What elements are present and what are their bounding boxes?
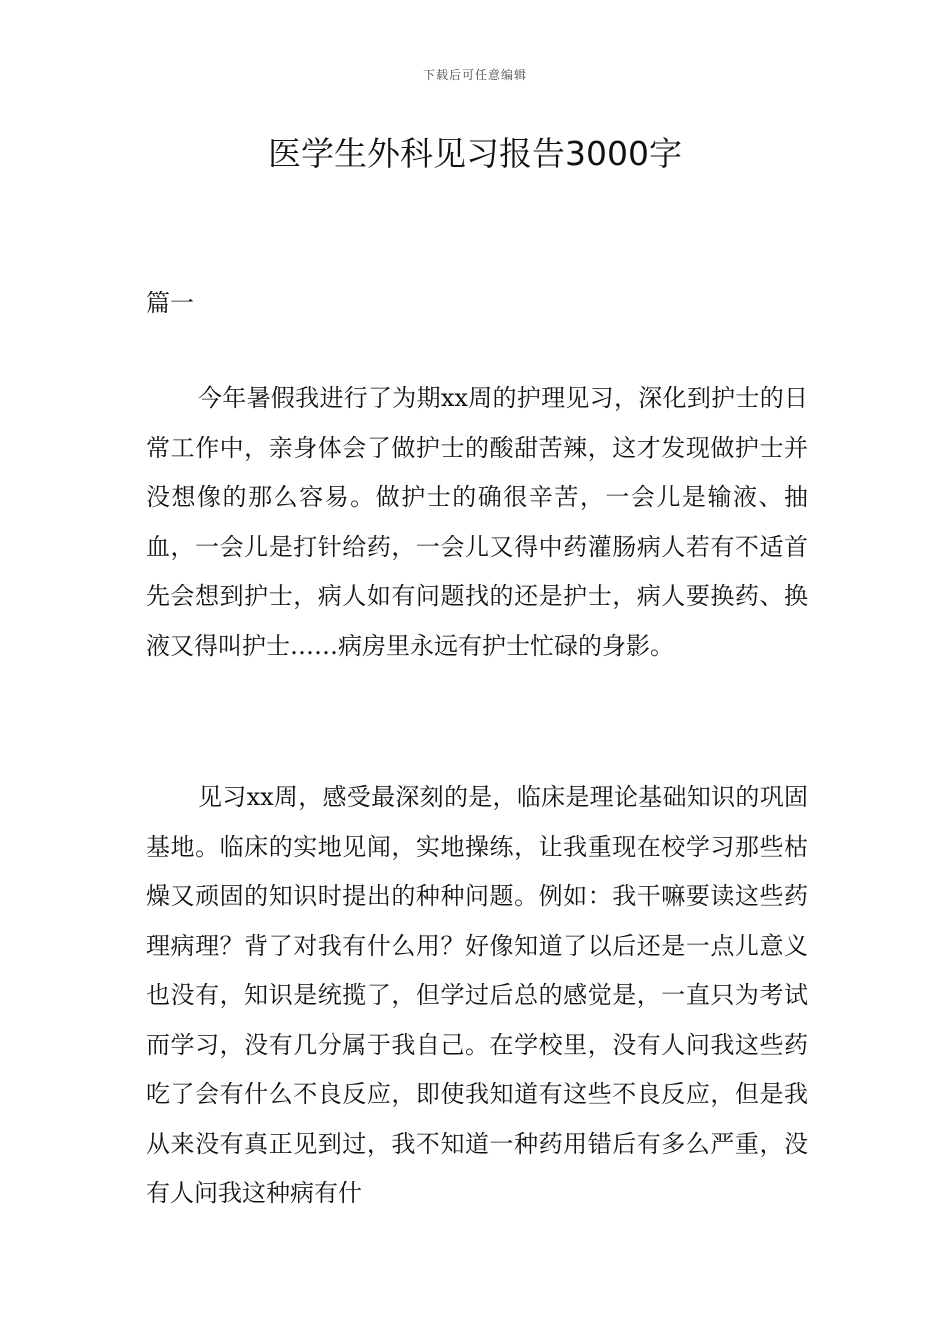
document-title: 医学生外科见习报告3000字 <box>268 134 682 173</box>
section-label: 篇一 <box>146 289 194 317</box>
header-note: 下载后可任意编辑 <box>422 68 527 82</box>
body-paragraph: 见习xx周，感受最深刻的是，临床是理论基础知识的巩固基地。临床的实地见闻，实地操练，让我重现在校学习那些枯燥又顽固的知识时提出的种种问题。例如：我干嘛要读这些药理病理？背了对我有什么用？好像知道了以后还是一点儿意义也没有，知识是统揽了，但学过后总的感觉是，一直只为考试而学习，没有几分属于我自己。在学校里，没有人问我这些药吃了会有什么不良反应，即使我知道有这些不良反应，但是我从来没有真正见到过，我不知道一种药用错后有多么严重，没有人问我这种病有什 <box>146 783 808 1207</box>
body-paragraph: 今年暑假我进行了为期xx周的护理见习，深化到护士的日常工作中，亲身体会了做护士的酸甜苦辣，这才发现做护士并没想像的那么容易。做护士的确很辛苦，一会儿是输液、抽血，一会儿是打针给药，一会儿又得中药灌肠病人若有不适首先会想到护士，病人如有问题找的还是护士，病人要换药、换液又得叫护士……病房里永远有护士忙碌的身影。 <box>146 384 808 660</box>
